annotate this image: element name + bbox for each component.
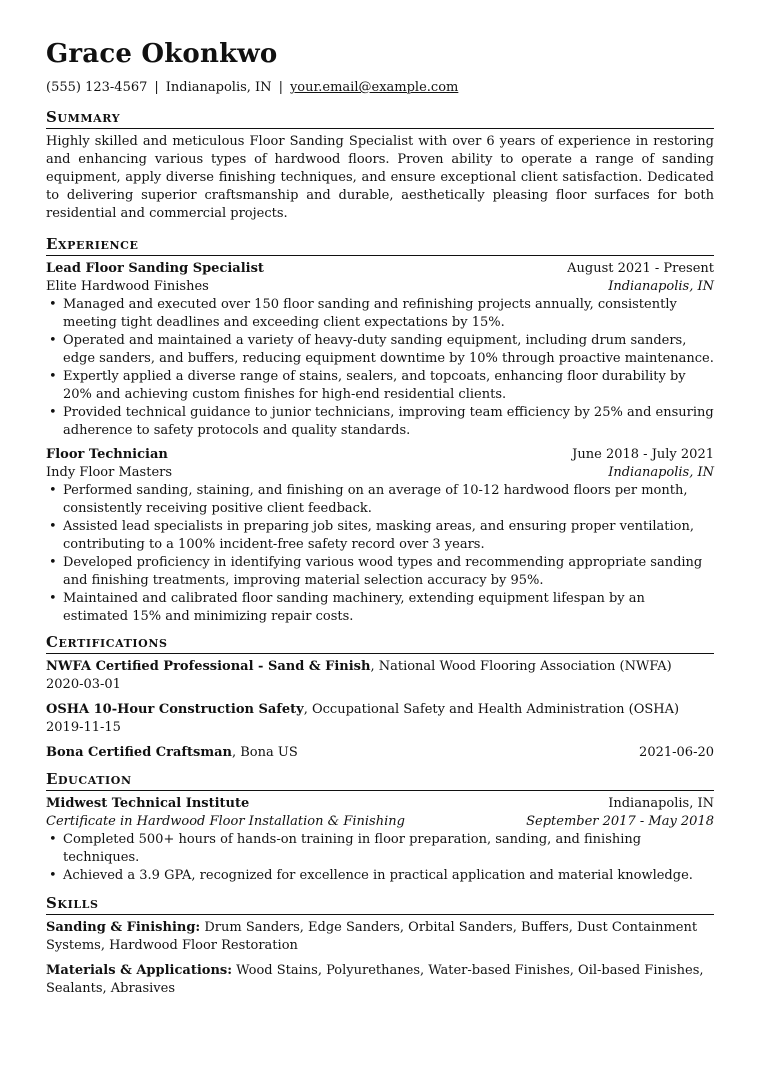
job-dates: August 2021 - Present bbox=[567, 261, 714, 276]
job-company: Elite Hardwood Finishes bbox=[46, 279, 209, 294]
education-section bbox=[46, 769, 714, 885]
cert-issuer: , Occupational Safety and Health Administration (OSHA) bbox=[303, 702, 680, 717]
cert-name: Bona Certified Craftsman bbox=[46, 745, 232, 760]
cert-name: NWFA Certified Professional - Sand & Finish bbox=[46, 659, 371, 674]
location: Indianapolis, IN bbox=[165, 80, 272, 95]
degree: Certificate in Hardwood Floor Installation & Finishing bbox=[46, 814, 405, 829]
certifications-section bbox=[46, 632, 714, 762]
experience-section bbox=[46, 234, 714, 626]
cert-date: 2021-06-20 bbox=[639, 745, 714, 760]
bullet-item: • Managed and executed over 150 floor sanding and refinishing projects annually, consistently meeting tight deadlines and exceeding client expectations by 15%. bbox=[46, 296, 714, 332]
job-bullets bbox=[46, 296, 714, 440]
cert-name: OSHA 10-Hour Construction Safety bbox=[46, 702, 304, 717]
education-entry bbox=[46, 795, 714, 885]
bullet-item: • Expertly applied a diverse range of stains, sealers, and topcoats, enhancing floor durability by 20% and achieving custom finishes for high-end residential clients. bbox=[46, 368, 714, 404]
contact-line bbox=[46, 79, 714, 97]
skill-label: Sanding & Finishing: bbox=[46, 920, 201, 935]
job-company: Indy Floor Masters bbox=[46, 465, 173, 480]
job-bullets bbox=[46, 482, 714, 626]
section-title-certifications: Certifications bbox=[46, 632, 714, 654]
job-entry bbox=[46, 260, 714, 440]
section-title-skills: Skills bbox=[46, 893, 714, 915]
skill-value: Wood Stains, Polyurethanes, Water-based Finishes, Oil-based Finishes, Sealants, Abrasives bbox=[46, 963, 704, 996]
email-link[interactable]: your.email@example.com bbox=[289, 80, 459, 95]
skills-section bbox=[46, 893, 714, 998]
skill-label: Materials & Applications: bbox=[46, 963, 233, 978]
bullet-item: • Achieved a 3.9 GPA, recognized for excellence in practical application and material knowledge. bbox=[46, 867, 714, 885]
education-dates: September 2017 - May 2018 bbox=[526, 814, 714, 829]
summary-text: Highly skilled and meticulous Floor Sanding Specialist with over 6 years of experience in restoring and enhancing various types of hardwood floors. Proven ability to operate a range of sanding equipment, apply diverse finishing techniques, and ensure exceptional client satisfaction. Dedicated to delivering superior craftsmanship and durable, aesthetically pleasing floor surfaces for both residential and commercial projects. bbox=[46, 134, 714, 221]
cert-issuer: , Bona US bbox=[231, 745, 298, 760]
skill-entry bbox=[46, 962, 714, 998]
school-location: Indianapolis, IN bbox=[608, 796, 714, 811]
section-title-summary: Summary bbox=[46, 107, 714, 129]
cert-issuer: , National Wood Flooring Association (NWFA) bbox=[370, 659, 672, 674]
summary-section bbox=[46, 107, 714, 223]
bullet-item: • Maintained and calibrated floor sanding machinery, extending equipment lifespan by an estimated 15% and minimizing repair costs. bbox=[46, 590, 714, 626]
cert-entry bbox=[46, 701, 714, 737]
candidate-name: Grace Okonkwo bbox=[46, 39, 278, 69]
job-entry bbox=[46, 446, 714, 626]
cert-date: 2019-11-15 bbox=[46, 720, 121, 735]
contact-separator: | bbox=[154, 80, 159, 95]
section-title-experience: Experience bbox=[46, 234, 714, 256]
job-location: Indianapolis, IN bbox=[608, 279, 714, 294]
job-location: Indianapolis, IN bbox=[608, 465, 714, 480]
job-role: Lead Floor Sanding Specialist bbox=[46, 261, 264, 276]
cert-entry bbox=[46, 658, 714, 694]
contact-separator: | bbox=[278, 80, 283, 95]
bullet-item: • Provided technical guidance to junior technicians, improving team efficiency by 25% and ensuring adherence to safety protocols and quality standards. bbox=[46, 404, 714, 440]
bullet-item: • Operated and maintained a variety of heavy-duty sanding equipment, including drum sanders, edge sanders, and buffers, reducing equipment downtime by 10% through proactive maintenance. bbox=[46, 332, 714, 368]
bullet-item: • Developed proficiency in identifying various wood types and recommending appropriate sanding and finishing treatments, improving material selection accuracy by 95%. bbox=[46, 554, 714, 590]
education-bullets bbox=[46, 831, 714, 885]
phone: (555) 123-4567 bbox=[46, 80, 148, 95]
job-role: Floor Technician bbox=[46, 447, 168, 462]
bullet-item: • Assisted lead specialists in preparing job sites, masking areas, and ensuring proper ventilation, contributing to a 100% incident-free safety record over 3 years. bbox=[46, 518, 714, 554]
cert-date: 2020-03-01 bbox=[46, 677, 121, 692]
skill-value: Drum Sanders, Edge Sanders, Orbital Sanders, Buffers, Dust Containment Systems, Hardwood Floor Restoration bbox=[46, 920, 698, 953]
job-dates: June 2018 - July 2021 bbox=[572, 447, 714, 462]
section-title-education: Education bbox=[46, 769, 714, 791]
skill-entry bbox=[46, 919, 714, 955]
bullet-item: • Completed 500+ hours of hands-on training in floor preparation, sanding, and finishing techniques. bbox=[46, 831, 714, 867]
school-name: Midwest Technical Institute bbox=[46, 796, 250, 811]
bullet-item: • Performed sanding, staining, and finishing on an average of 10-12 hardwood floors per month, consistently receiving positive client feedback. bbox=[46, 482, 714, 518]
cert-entry bbox=[46, 744, 714, 762]
